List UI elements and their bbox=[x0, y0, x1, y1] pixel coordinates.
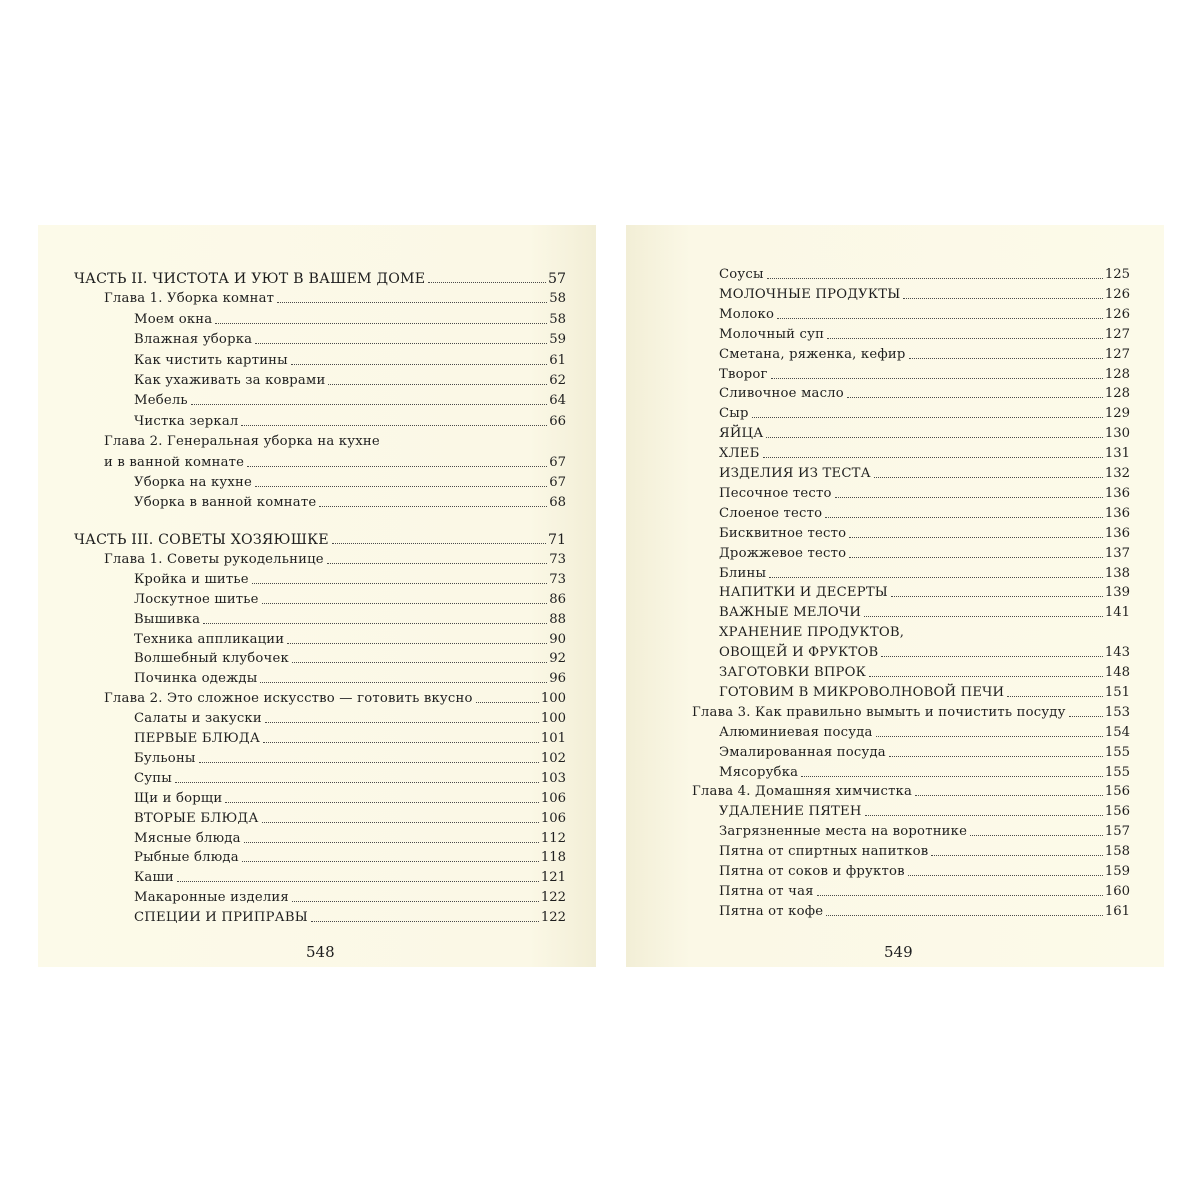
dot-leader bbox=[817, 895, 1103, 896]
dot-leader bbox=[199, 762, 539, 763]
dot-leader bbox=[327, 563, 547, 564]
toc-entry-page: 66 bbox=[549, 413, 566, 429]
dot-leader bbox=[825, 517, 1103, 518]
toc-section-entry bbox=[134, 471, 566, 491]
toc-entry-title: Кройка и шитье bbox=[134, 571, 249, 587]
toc-section-entry bbox=[134, 747, 566, 767]
toc-entry-title: Глава 2. Генеральная уборка на кухне bbox=[104, 434, 380, 450]
toc-entry-page: 73 bbox=[549, 551, 566, 567]
toc-entry-title: Как чистить картины bbox=[134, 352, 288, 368]
toc-section-entry bbox=[719, 860, 1130, 880]
toc-entry-page: 102 bbox=[540, 750, 566, 766]
dot-leader bbox=[1069, 716, 1103, 717]
toc-entry-title: Супы bbox=[134, 770, 172, 786]
toc-section-entry bbox=[719, 382, 1130, 402]
dot-leader bbox=[311, 921, 539, 922]
toc-section-entry bbox=[134, 866, 566, 886]
toc-entry-page: 118 bbox=[540, 850, 566, 866]
toc-entry-title: ВАЖНЫЕ МЕЛОЧИ bbox=[719, 605, 862, 621]
toc-entry-page: 151 bbox=[1104, 684, 1130, 700]
toc-section-entry bbox=[719, 581, 1130, 601]
toc-entry-page: 128 bbox=[1104, 386, 1130, 402]
toc-entry-title: СПЕЦИИ И ПРИПРАВЫ bbox=[134, 910, 308, 926]
toc-entry-page: 154 bbox=[1104, 724, 1130, 740]
dot-leader bbox=[909, 358, 1103, 359]
dot-leader bbox=[874, 477, 1103, 478]
toc-section-entry bbox=[719, 462, 1130, 482]
toc-entry-title: Пятна от чая bbox=[719, 883, 814, 899]
toc-entry-title: Мебель bbox=[134, 393, 188, 409]
dot-leader bbox=[292, 662, 547, 663]
toc-entry-page: 153 bbox=[1104, 704, 1130, 720]
toc-section-entry bbox=[134, 568, 566, 588]
toc-entry-title: Творог bbox=[719, 366, 768, 382]
toc-section-entry bbox=[719, 820, 1130, 840]
toc-section-entry bbox=[719, 522, 1130, 542]
toc-entry-page: 156 bbox=[1104, 804, 1130, 820]
toc-section-entry bbox=[134, 707, 566, 727]
dot-leader bbox=[203, 623, 547, 624]
toc-entry-title: Как ухаживать за коврами bbox=[134, 373, 326, 388]
toc-entry-page: 136 bbox=[1104, 485, 1130, 501]
dot-leader bbox=[827, 338, 1103, 339]
toc-entry-title: ГОТОВИМ В МИКРОВОЛНОВОЙ ПЕЧИ bbox=[719, 684, 1005, 700]
dot-leader bbox=[177, 881, 539, 882]
toc-section-entry bbox=[719, 641, 1130, 661]
dot-leader bbox=[292, 901, 539, 902]
toc-entry-page: 100 bbox=[540, 711, 566, 727]
toc-entry-page: 136 bbox=[1104, 525, 1130, 541]
toc-entry-title: Эмалированная посуда bbox=[719, 744, 886, 760]
toc-section-entry bbox=[134, 308, 566, 328]
toc-entry-page: 130 bbox=[1104, 426, 1130, 442]
toc-section-entry bbox=[134, 667, 566, 687]
toc-section-entry bbox=[134, 767, 566, 787]
toc-section-entry bbox=[134, 410, 566, 430]
dot-leader bbox=[970, 835, 1103, 836]
toc-entry-title: Блины bbox=[719, 565, 767, 581]
toc-entry-title: Техника аппликации bbox=[134, 631, 285, 647]
toc-entry-page: 106 bbox=[540, 810, 566, 826]
toc-entry-title: Пятна от спиртных напитков bbox=[719, 844, 929, 860]
dot-leader bbox=[175, 782, 539, 783]
toc-entry-title: Чистка зеркал bbox=[134, 413, 239, 429]
toc-entry-page: 160 bbox=[1104, 883, 1130, 899]
toc-entry-title: Пятна от кофе bbox=[719, 903, 824, 919]
toc-section-entry bbox=[719, 263, 1130, 283]
toc-entry-title: Салаты и закуски bbox=[134, 711, 262, 727]
toc-entry-page: 64 bbox=[549, 393, 566, 409]
toc-entry-title: Вышивка bbox=[134, 611, 201, 627]
toc-section-entry bbox=[719, 562, 1130, 582]
toc-entry-title: Молоко bbox=[719, 306, 775, 322]
dot-leader bbox=[225, 802, 538, 803]
toc-entry-page: 90 bbox=[549, 631, 566, 647]
dot-leader bbox=[319, 506, 547, 507]
toc-section-entry bbox=[134, 886, 566, 906]
dot-leader bbox=[476, 702, 539, 703]
toc-entry-title: Сметана, ряженка, кефир bbox=[719, 346, 906, 362]
toc-entry-page: 58 bbox=[549, 311, 566, 327]
toc-entry-page: 161 bbox=[1104, 903, 1130, 919]
toc-entry-page: 127 bbox=[1104, 326, 1130, 342]
toc-entry-page: 96 bbox=[549, 671, 566, 687]
toc-chapter-entry bbox=[104, 548, 566, 568]
toc-entry-title: Молочный суп bbox=[719, 326, 825, 342]
dot-leader bbox=[215, 323, 547, 324]
dot-leader bbox=[908, 875, 1103, 876]
toc-section-entry bbox=[134, 906, 566, 926]
toc-section-entry bbox=[134, 807, 566, 827]
dot-leader bbox=[763, 457, 1103, 458]
toc-section-entry bbox=[134, 491, 566, 511]
toc-section-entry bbox=[134, 588, 566, 608]
dot-leader bbox=[244, 842, 539, 843]
toc-entry-title: Рыбные блюда bbox=[134, 850, 239, 866]
toc-section-entry bbox=[719, 621, 1130, 641]
toc-chapter-entry bbox=[104, 451, 566, 471]
toc-entry-title: Глава 1. Уборка комнат bbox=[104, 291, 275, 307]
toc-entry-page: 57 bbox=[547, 271, 566, 287]
toc-entry-page: 71 bbox=[547, 532, 566, 548]
dot-leader bbox=[277, 302, 547, 303]
toc-entry-page: 155 bbox=[1104, 764, 1130, 780]
toc-section-entry bbox=[719, 442, 1130, 462]
toc-section-entry bbox=[719, 502, 1130, 522]
toc-section-entry bbox=[134, 787, 566, 807]
toc-part-entry bbox=[74, 267, 566, 287]
dot-leader bbox=[752, 417, 1103, 418]
dot-leader bbox=[767, 278, 1103, 279]
toc-entry-title: ВТОРЫЕ БЛЮДА bbox=[134, 810, 259, 826]
toc-right bbox=[626, 225, 1164, 967]
toc-entry-page: 127 bbox=[1104, 346, 1130, 362]
toc-entry-page: 136 bbox=[1104, 505, 1130, 521]
dot-leader bbox=[801, 776, 1103, 777]
dot-leader bbox=[247, 466, 547, 467]
toc-section-entry bbox=[719, 661, 1130, 681]
toc-entry-page: 103 bbox=[540, 770, 566, 786]
toc-entry-page: 122 bbox=[540, 910, 566, 926]
toc-entry-page: 67 bbox=[549, 454, 566, 470]
dot-leader bbox=[241, 425, 547, 426]
toc-entry-title: Загрязненные места на воротнике bbox=[719, 824, 968, 840]
toc-chapter-entry bbox=[104, 687, 566, 707]
dot-leader bbox=[847, 397, 1103, 398]
toc-entry-title: ЗАГОТОВКИ ВПРОК bbox=[719, 665, 867, 680]
page-number: 548 bbox=[306, 943, 335, 961]
toc-entry-title: Пятна от соков и фруктов bbox=[719, 864, 905, 879]
toc-left bbox=[38, 225, 596, 967]
dot-leader bbox=[191, 404, 547, 405]
toc-entry-page: 156 bbox=[1104, 784, 1130, 800]
left-page bbox=[38, 225, 596, 967]
toc-entry-title: Лоскутное шитье bbox=[134, 591, 259, 607]
toc-entry-title: ОВОЩЕЙ И ФРУКТОВ bbox=[719, 645, 879, 661]
dot-leader bbox=[262, 822, 539, 823]
toc-entry-title: Мясные блюда bbox=[134, 830, 241, 846]
toc-entry-page: 121 bbox=[540, 870, 566, 886]
toc-section-entry bbox=[134, 628, 566, 648]
dot-leader bbox=[769, 577, 1103, 578]
toc-entry-page: 155 bbox=[1104, 744, 1130, 760]
toc-entry-title: УДАЛЕНИЕ ПЯТЕН bbox=[719, 804, 862, 820]
dot-leader bbox=[332, 543, 546, 544]
toc-section-entry bbox=[134, 846, 566, 866]
dot-leader bbox=[255, 343, 547, 344]
dot-leader bbox=[291, 364, 547, 365]
toc-entry-page: 58 bbox=[549, 291, 566, 307]
dot-leader bbox=[428, 282, 546, 283]
dot-leader bbox=[263, 742, 539, 743]
dot-leader bbox=[865, 815, 1103, 816]
toc-section-entry bbox=[719, 402, 1130, 422]
toc-section-entry bbox=[719, 323, 1130, 343]
toc-entry-title: Песочное тесто bbox=[719, 485, 832, 501]
toc-entry-page: 158 bbox=[1104, 844, 1130, 860]
toc-entry-page: 128 bbox=[1104, 366, 1130, 382]
toc-entry-page: 62 bbox=[549, 373, 566, 388]
toc-section-entry bbox=[134, 349, 566, 369]
toc-entry-page: 67 bbox=[549, 475, 566, 490]
toc-section-entry bbox=[719, 303, 1130, 323]
dot-leader bbox=[891, 596, 1103, 597]
dot-leader bbox=[849, 537, 1103, 538]
dot-leader bbox=[328, 384, 547, 385]
dot-leader bbox=[876, 736, 1103, 737]
dot-leader bbox=[262, 603, 548, 604]
toc-entry-title: Моем окна bbox=[134, 311, 213, 327]
dot-leader bbox=[260, 682, 547, 683]
toc-entry-title: Уборка в ванной комнате bbox=[134, 495, 317, 511]
toc-entry-title: Щи и борщи bbox=[134, 790, 223, 806]
toc-section-entry bbox=[134, 727, 566, 747]
toc-entry-title: ЧАСТЬ II. ЧИСТОТА И УЮТ В ВАШЕМ ДОМЕ bbox=[74, 271, 426, 287]
dot-leader bbox=[242, 861, 539, 862]
dot-leader bbox=[766, 437, 1102, 438]
toc-entry-page: 132 bbox=[1104, 466, 1130, 481]
toc-chapter-entry bbox=[104, 287, 566, 307]
toc-entry-page: 106 bbox=[540, 790, 566, 806]
toc-entry-page: 131 bbox=[1104, 446, 1130, 462]
dot-leader bbox=[931, 855, 1102, 856]
dot-leader bbox=[864, 616, 1103, 617]
toc-section-entry bbox=[719, 343, 1130, 363]
toc-entry-title: Волшебный клубочек bbox=[134, 651, 289, 667]
toc-entry-title: Глава 4. Домашняя химчистка bbox=[692, 784, 913, 800]
toc-entry-title: Глава 2. Это сложное искусство — готовить вкусно bbox=[104, 691, 473, 707]
toc-entry-page: 129 bbox=[1104, 406, 1130, 422]
toc-entry-title: ХРАНЕНИЕ ПРОДУКТОВ, bbox=[719, 625, 905, 641]
toc-entry-title: Каши bbox=[134, 870, 174, 886]
dot-leader bbox=[869, 676, 1103, 677]
toc-section-entry bbox=[719, 741, 1130, 761]
toc-entry-title: Макаронные изделия bbox=[134, 890, 289, 906]
dot-leader bbox=[771, 378, 1103, 379]
dot-leader bbox=[881, 656, 1102, 657]
toc-entry-title: Глава 3. Как правильно вымыть и почистить посуду bbox=[692, 704, 1066, 720]
dot-leader bbox=[265, 722, 539, 723]
toc-entry-title: Влажная уборка bbox=[134, 332, 253, 348]
toc-section-entry bbox=[719, 721, 1130, 741]
toc-entry-page: 61 bbox=[549, 352, 566, 368]
toc-section-entry bbox=[134, 608, 566, 628]
toc-section-entry bbox=[719, 800, 1130, 820]
toc-entry-page: 141 bbox=[1104, 605, 1130, 621]
toc-chapter-entry bbox=[692, 780, 1130, 800]
toc-section-entry bbox=[719, 363, 1130, 383]
page-number: 549 bbox=[884, 943, 913, 961]
toc-entry-title: ХЛЕБ bbox=[719, 446, 760, 462]
dot-leader bbox=[255, 486, 547, 487]
toc-entry-title: Бисквитное тесто bbox=[719, 525, 847, 541]
toc-section-entry bbox=[719, 542, 1130, 562]
toc-part-entry bbox=[74, 528, 566, 548]
toc-section-entry bbox=[134, 328, 566, 348]
toc-entry-page: 59 bbox=[549, 332, 566, 348]
toc-entry-page: 137 bbox=[1104, 545, 1130, 561]
toc-entry-title: Сыр bbox=[719, 406, 749, 422]
toc-section-entry bbox=[719, 681, 1130, 701]
toc-entry-page: 100 bbox=[540, 691, 566, 707]
toc-entry-page: 112 bbox=[540, 830, 566, 846]
toc-entry-title: ИЗДЕЛИЯ ИЗ ТЕСТА bbox=[719, 466, 871, 481]
toc-entry-page: 157 bbox=[1104, 824, 1130, 840]
toc-entry-page: 101 bbox=[540, 731, 566, 746]
toc-entry-page: 68 bbox=[549, 495, 566, 511]
toc-entry-page: 159 bbox=[1104, 864, 1130, 879]
toc-entry-title: ПЕРВЫЕ БЛЮДА bbox=[134, 731, 261, 746]
dot-leader bbox=[777, 318, 1103, 319]
toc-entry-title: МОЛОЧНЫЕ ПРОДУКТЫ bbox=[719, 286, 901, 302]
toc-entry-title: НАПИТКИ И ДЕСЕРТЫ bbox=[719, 585, 888, 601]
toc-entry-title: ЯЙЦА bbox=[719, 426, 764, 442]
toc-entry-page: 143 bbox=[1104, 645, 1130, 661]
toc-entry-page: 73 bbox=[549, 571, 566, 587]
toc-entry-page: 86 bbox=[549, 591, 566, 607]
toc-entry-page: 88 bbox=[549, 611, 566, 627]
toc-section-entry bbox=[134, 389, 566, 409]
dot-leader bbox=[826, 915, 1103, 916]
toc-entry-title: Слоеное тесто bbox=[719, 505, 823, 521]
toc-entry-page: 126 bbox=[1104, 306, 1130, 322]
toc-entry-title: Уборка на кухне bbox=[134, 475, 253, 490]
toc-entry-page: 92 bbox=[549, 651, 566, 667]
toc-entry-title: ЧАСТЬ III. СОВЕТЫ ХОЗЯЮШКЕ bbox=[74, 532, 329, 548]
dot-leader bbox=[287, 643, 547, 644]
dot-leader bbox=[252, 583, 547, 584]
toc-entry-title: Соусы bbox=[719, 267, 764, 282]
toc-entry-title: Сливочное масло bbox=[719, 386, 844, 402]
toc-entry-page: 125 bbox=[1104, 267, 1130, 282]
toc-section-entry bbox=[719, 283, 1130, 303]
toc-entry-title: Дрожжевое тесто bbox=[719, 545, 847, 561]
toc-entry-page: 126 bbox=[1104, 286, 1130, 302]
right-page bbox=[626, 225, 1164, 967]
toc-entry-title: Алюминиевая посуда bbox=[719, 724, 873, 740]
toc-section-entry bbox=[719, 840, 1130, 860]
toc-entry-page: 148 bbox=[1104, 665, 1130, 680]
dot-leader bbox=[1007, 696, 1103, 697]
toc-entry-page: 122 bbox=[540, 890, 566, 906]
toc-section-entry bbox=[719, 761, 1130, 781]
dot-leader bbox=[903, 298, 1102, 299]
dot-leader bbox=[915, 795, 1103, 796]
toc-chapter-entry bbox=[104, 430, 566, 450]
dot-leader bbox=[835, 497, 1103, 498]
toc-entry-title: Мясорубка bbox=[719, 764, 799, 780]
toc-entry-page: 138 bbox=[1104, 565, 1130, 581]
toc-entry-title: Глава 1. Советы рукодельнице bbox=[104, 551, 324, 567]
toc-section-entry bbox=[134, 369, 566, 389]
toc-section-entry bbox=[719, 422, 1130, 442]
toc-section-entry bbox=[719, 880, 1130, 900]
toc-section-entry bbox=[134, 647, 566, 667]
toc-entry-title: Починка одежды bbox=[134, 671, 258, 687]
toc-entry-title: Бульоны bbox=[134, 750, 196, 766]
dot-leader bbox=[889, 756, 1103, 757]
toc-section-entry bbox=[719, 482, 1130, 502]
toc-entry-page: 139 bbox=[1104, 585, 1130, 601]
toc-section-entry bbox=[719, 601, 1130, 621]
toc-entry-title: и в ванной комнате bbox=[104, 454, 245, 470]
toc-chapter-entry bbox=[692, 701, 1130, 721]
dot-leader bbox=[849, 557, 1103, 558]
toc-section-entry bbox=[134, 827, 566, 847]
toc-section-entry bbox=[719, 900, 1130, 920]
